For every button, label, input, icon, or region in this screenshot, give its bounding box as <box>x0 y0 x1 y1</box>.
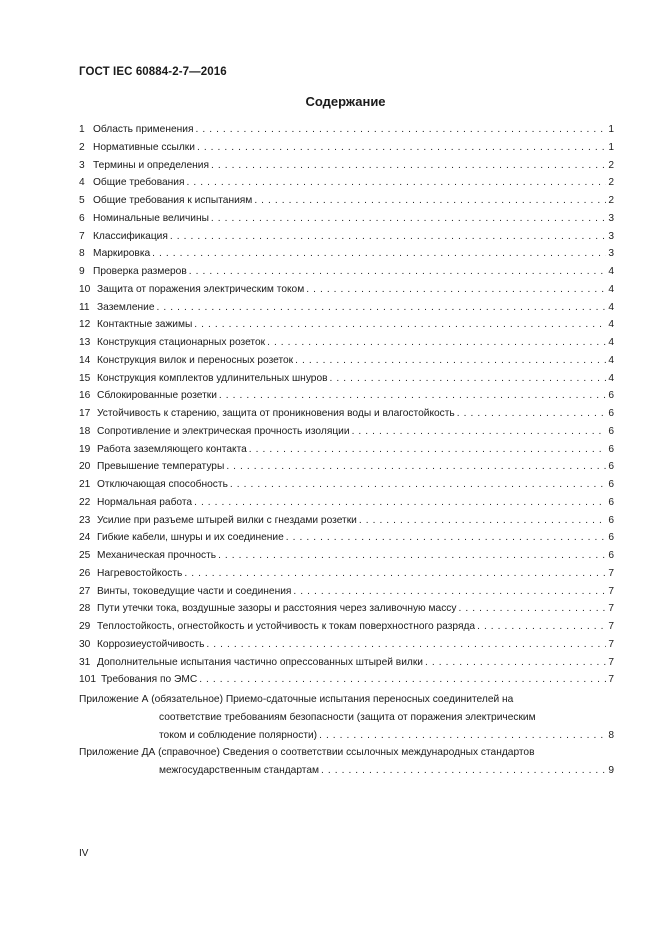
toc-entry-page: 6 <box>608 496 614 508</box>
toc-entry-page: 4 <box>608 372 614 384</box>
appendix-da-page: 9 <box>608 765 614 776</box>
toc-entry-page: 2 <box>608 195 614 206</box>
toc-entry-page: 2 <box>608 177 614 189</box>
dot-leader <box>359 512 606 530</box>
toc-entry[interactable] <box>79 263 614 281</box>
toc-entry[interactable] <box>79 565 614 583</box>
toc-entry-number: 12 <box>79 319 91 331</box>
dot-leader <box>211 210 606 228</box>
toc-entry[interactable] <box>79 654 614 672</box>
toc-entry-number: 14 <box>79 354 91 366</box>
toc-entry[interactable] <box>79 121 614 139</box>
page-number: IV <box>79 848 89 859</box>
dot-leader <box>170 228 606 246</box>
toc-entry-title: Нагревостойкость <box>97 567 183 579</box>
toc-entry-page: 1 <box>608 141 614 153</box>
toc-entry-title: Пути утечки тока, воздушные зазоры и расстояния через заливочную массу <box>97 603 457 615</box>
appendix-a[interactable] <box>79 691 614 744</box>
dot-leader <box>199 671 606 689</box>
toc-entry[interactable] <box>79 583 614 601</box>
dot-leader <box>206 636 606 654</box>
appendix-a-line3-row <box>79 727 614 745</box>
toc-entry-number: 6 <box>79 212 85 224</box>
toc-entry-title: Сопротивление и электрическая прочность изоляции <box>97 425 350 437</box>
toc-entry-page: 6 <box>608 550 614 561</box>
toc-entry-number: 24 <box>79 532 91 544</box>
toc-entry[interactable] <box>79 423 614 441</box>
toc-entry-page: 4 <box>608 283 614 295</box>
document-header: ГОСТ IEC 60884-2-7—2016 <box>79 66 227 78</box>
dot-leader <box>295 352 606 370</box>
toc-entry-page: 4 <box>608 319 614 331</box>
toc-entry[interactable] <box>79 299 614 317</box>
toc-entry-number: 7 <box>79 230 85 242</box>
dot-leader <box>458 600 606 618</box>
toc-entry-title: Требования по ЭМС <box>101 674 198 686</box>
toc-entry-page: 3 <box>608 230 614 242</box>
toc-entry-number: 20 <box>79 461 91 473</box>
toc-entry[interactable] <box>79 458 614 476</box>
toc-entry-title: Номинальные величины <box>93 212 209 224</box>
toc-entry-number: 8 <box>79 248 85 260</box>
toc-entry-page: 7 <box>608 585 614 597</box>
toc-entry[interactable] <box>79 476 614 494</box>
dot-leader <box>293 583 606 601</box>
toc-entry-title: Винты, токоведущие части и соединения <box>97 585 292 597</box>
toc-entry[interactable] <box>79 494 614 512</box>
toc-entry-page: 7 <box>608 656 614 668</box>
toc-entry-title: Теплостойкость, огнестойкость и устойчивость к токам поверхностного разряда <box>97 621 476 632</box>
toc-entry-page: 7 <box>608 603 614 615</box>
dot-leader <box>306 281 606 299</box>
title-text: Содержание <box>305 94 386 109</box>
toc-entry-page: 6 <box>608 443 614 455</box>
toc-entry[interactable] <box>79 547 614 565</box>
toc-entry-title: Термины и определения <box>93 159 209 171</box>
toc-entry-title: Маркировка <box>93 248 151 260</box>
toc-entry-page: 4 <box>608 354 614 366</box>
toc-entry[interactable] <box>79 334 614 352</box>
toc-entry-page: 7 <box>608 567 614 579</box>
dot-leader <box>194 494 606 512</box>
toc-entry-page: 6 <box>608 479 614 490</box>
toc-entry[interactable] <box>79 192 614 210</box>
toc-entry-number: 23 <box>79 514 91 526</box>
appendix-da[interactable] <box>79 744 614 780</box>
toc-entry-page: 7 <box>608 674 614 686</box>
toc-entry[interactable] <box>79 281 614 299</box>
dot-leader <box>230 476 606 494</box>
toc-entry-page: 3 <box>608 248 614 260</box>
dot-leader <box>267 334 606 352</box>
dot-leader <box>477 618 606 636</box>
toc-entry-number: 28 <box>79 603 91 615</box>
toc-entry-page: 6 <box>608 408 614 419</box>
toc-entry[interactable] <box>79 405 614 423</box>
dot-leader <box>195 121 606 139</box>
toc-entry-title: Общие требования к испытаниям <box>93 195 253 206</box>
toc-entry-title: Нормативные ссылки <box>93 141 195 153</box>
toc-entry-title: Конструкция комплектов удлинительных шнуров <box>97 372 328 384</box>
toc-entry[interactable] <box>79 157 614 175</box>
toc-entry-title: Нормальная работа <box>97 496 193 508</box>
toc-entry-title: Сблокированные розетки <box>97 390 217 402</box>
toc-entry[interactable] <box>79 529 614 547</box>
toc-entries <box>79 121 614 689</box>
page-title <box>0 94 661 109</box>
toc-entry-number: 5 <box>79 195 85 206</box>
toc-entry[interactable] <box>79 245 614 263</box>
toc-entry-number: 30 <box>79 638 91 650</box>
toc-entry[interactable] <box>79 636 614 654</box>
appendix-a-line3: током и соблюдение полярности) <box>159 729 318 741</box>
toc-entry-title: Контактные зажимы <box>97 319 193 331</box>
toc-entry-number: 13 <box>79 337 91 348</box>
dot-leader <box>226 458 606 476</box>
dot-leader <box>286 529 606 547</box>
table-of-contents <box>79 121 614 780</box>
toc-entry-page: 6 <box>608 514 614 526</box>
toc-entry[interactable] <box>79 210 614 228</box>
toc-entry-number: 9 <box>79 266 85 277</box>
toc-entry[interactable] <box>79 618 614 636</box>
toc-entry-number: 18 <box>79 425 91 437</box>
dot-leader <box>187 174 606 192</box>
dot-leader <box>219 387 606 405</box>
toc-entry-title: Усилие при разъеме штырей вилки с гнездами розетки <box>97 514 357 526</box>
toc-entry-page: 2 <box>608 159 614 171</box>
dot-leader <box>211 157 606 175</box>
toc-entry-page: 4 <box>608 301 614 313</box>
toc-entry-title: Механическая прочность <box>97 550 217 561</box>
toc-entry-page: 1 <box>608 124 614 135</box>
toc-entry-title: Классификация <box>93 230 168 242</box>
toc-entry[interactable] <box>79 387 614 405</box>
toc-entry-title: Проверка размеров <box>93 266 187 277</box>
toc-entry-title: Область применения <box>93 124 194 135</box>
dot-leader <box>189 263 606 281</box>
dot-leader <box>152 245 606 263</box>
toc-entry-title: Отключающая способность <box>97 479 228 490</box>
toc-entry-page: 6 <box>608 461 614 473</box>
toc-entry-page: 4 <box>608 266 614 277</box>
toc-entry-number: 25 <box>79 550 91 561</box>
toc-entry-page: 6 <box>608 425 614 437</box>
dot-leader <box>218 547 606 565</box>
appendix-da-line2-row <box>79 762 614 780</box>
toc-entry-number: 19 <box>79 443 91 455</box>
toc-entry-page: 3 <box>608 212 614 224</box>
toc-entry-title: Заземление <box>97 301 155 313</box>
appendix-da-line1: Приложение ДА (справочное) Сведения о соответствии ссылочных международных стандартов <box>79 747 535 759</box>
toc-entry-number: 31 <box>79 656 91 668</box>
toc-entry-page: 7 <box>608 638 614 650</box>
dot-leader <box>321 762 606 780</box>
toc-entry-number: 22 <box>79 496 91 508</box>
toc-entry-page: 6 <box>608 390 614 402</box>
toc-entry[interactable] <box>79 139 614 157</box>
toc-entry[interactable] <box>79 600 614 618</box>
dot-leader <box>352 423 606 441</box>
toc-entry-title: Устойчивость к старению, защита от проникновения воды и влагостойкость <box>97 408 455 419</box>
toc-entry[interactable] <box>79 352 614 370</box>
appendix-list <box>79 691 614 780</box>
dot-leader <box>425 654 606 672</box>
dot-leader <box>319 727 606 745</box>
appendix-a-line1: Приложение А (обязательное) Приемо-сдаточные испытания переносных соединителей на <box>79 694 514 705</box>
toc-entry-number: 27 <box>79 585 91 597</box>
toc-entry-title: Превышение температуры <box>97 461 225 473</box>
toc-entry[interactable] <box>79 316 614 334</box>
toc-entry-number: 17 <box>79 408 91 419</box>
toc-entry-number: 21 <box>79 479 91 490</box>
appendix-a-line2: соответствие требованиям безопасности (защита от поражения электрическим <box>159 711 536 723</box>
toc-entry-title: Коррозиеустойчивость <box>97 638 205 650</box>
toc-entry-number: 3 <box>79 159 85 171</box>
toc-entry-number: 4 <box>79 177 85 189</box>
toc-entry-number: 10 <box>79 283 91 295</box>
dot-leader <box>254 192 606 210</box>
toc-entry[interactable] <box>79 671 614 689</box>
appendix-da-line2: межгосударственным стандартам <box>159 765 319 776</box>
dot-leader <box>457 405 606 423</box>
toc-entry-title: Дополнительные испытания частично опрессованных штырей вилки <box>97 656 423 668</box>
toc-entry[interactable] <box>79 228 614 246</box>
toc-entry-number: 1 <box>79 124 85 135</box>
dot-leader <box>157 299 606 317</box>
dot-leader <box>194 316 606 334</box>
toc-entry-title: Конструкция вилок и переносных розеток <box>97 354 294 366</box>
toc-entry-title: Работа заземляющего контакта <box>97 443 247 455</box>
dot-leader <box>184 565 606 583</box>
toc-entry-page: 4 <box>608 337 614 348</box>
dot-leader <box>249 441 606 459</box>
toc-entry[interactable] <box>79 441 614 459</box>
appendix-a-page: 8 <box>608 729 614 741</box>
toc-entry[interactable] <box>79 174 614 192</box>
toc-entry-number: 29 <box>79 621 91 632</box>
toc-entry-number: 101 <box>79 674 96 686</box>
toc-entry-page: 7 <box>608 621 614 632</box>
toc-entry-title: Защита от поражения электрическим током <box>97 283 305 295</box>
toc-entry-number: 26 <box>79 567 91 579</box>
toc-entry-title: Общие требования <box>93 177 185 189</box>
toc-entry-number: 11 <box>79 301 90 313</box>
dot-leader <box>197 139 606 157</box>
dot-leader <box>330 370 606 388</box>
toc-entry-title: Конструкция стационарных розеток <box>97 337 266 348</box>
toc-entry-number: 15 <box>79 372 91 384</box>
toc-entry-number: 2 <box>79 141 85 153</box>
toc-entry[interactable] <box>79 370 614 388</box>
toc-entry-number: 16 <box>79 390 91 402</box>
toc-entry-title: Гибкие кабели, шнуры и их соединение <box>97 532 284 544</box>
toc-entry-page: 6 <box>608 532 614 544</box>
toc-entry[interactable] <box>79 512 614 530</box>
